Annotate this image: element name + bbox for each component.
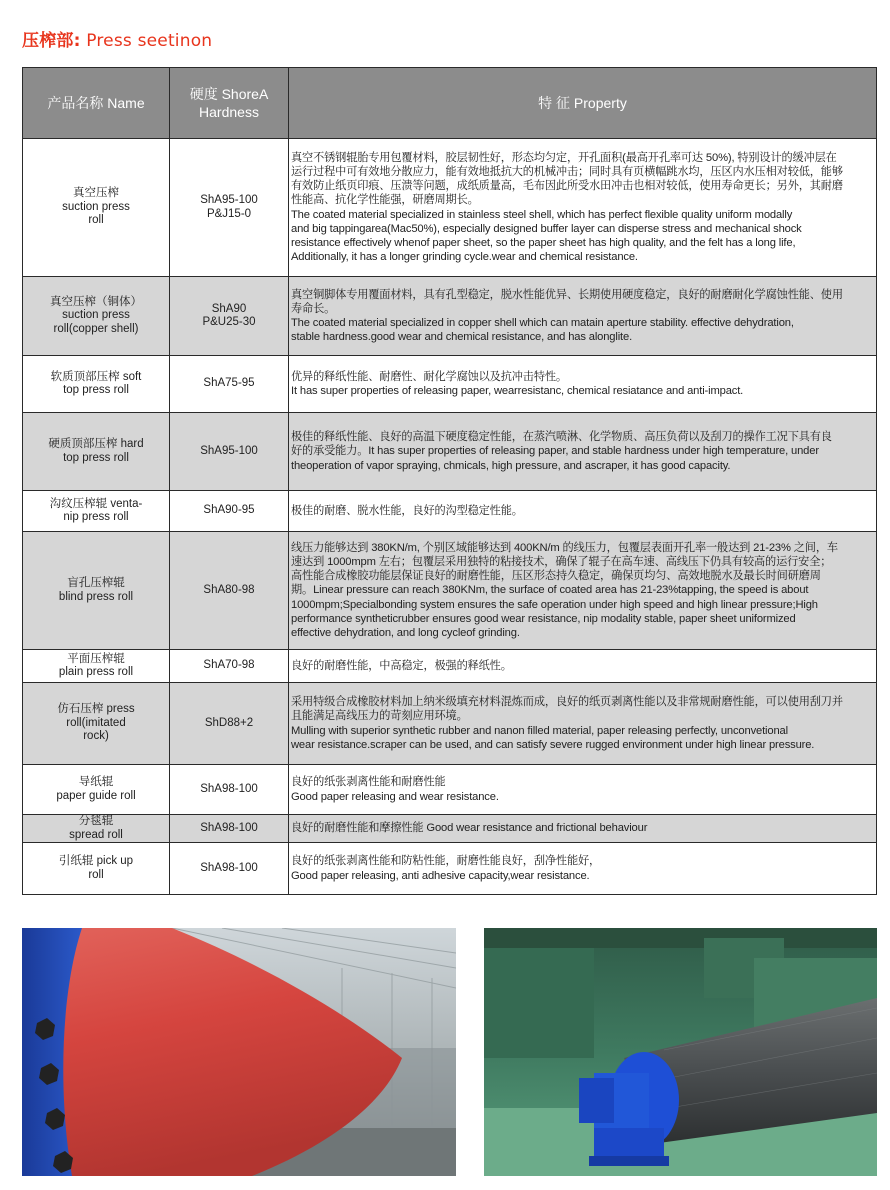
product-name-line: rock) xyxy=(83,730,109,743)
property-line: It has super properties of releasing paper, wearresistanc, chemical resiatance and anti-impact. xyxy=(291,385,744,397)
property-line: stable hardness.good wear and chemical resistance, and has alonglite. xyxy=(291,331,633,344)
property-line: 采用特级合成橡胶材料加上纳米级填充材料混炼而成，良好的纸页剥离性能以及非常规耐磨性能，可以使用刮刀并 xyxy=(291,696,843,709)
product-name-line: top press roll xyxy=(63,384,129,396)
property-line: 高性能合成橡胶功能层保证良好的耐磨性能，压区形态持久稳定，确保页均匀、高效地脱水及最长时间研磨周 xyxy=(291,570,821,583)
hardness-cell xyxy=(170,491,289,532)
property-line: 良好的耐磨性能和摩擦性能 Good wear resistance and frictional behaviour xyxy=(291,822,648,835)
property-line: 性能高、抗化学性能强，研磨周期长。 xyxy=(291,194,479,207)
property-line: 1000mpm;Specialbonding system ensures the safe operation under high speed and high linear pressure;High xyxy=(291,598,818,611)
product-name-line: suction press xyxy=(62,309,130,322)
property-line: 线压力能够达到 380KN/m, 个别区域能够达到 400KN/m 的线压力，包覆层表面开孔率一般达到 21-23% 之间，车 xyxy=(291,541,838,554)
header-property: 特 征 Property xyxy=(289,68,877,139)
product-name-line: plain press roll xyxy=(58,666,134,678)
hardness-line: ShA90 xyxy=(211,302,247,315)
gray-press-roll-photo xyxy=(484,928,877,1176)
product-name-line: blind press roll xyxy=(58,590,134,603)
property-line: 好的承受能力。It has super properties of releasing paper, and stable hardness under high temperature, under xyxy=(291,445,819,458)
property-line: Good paper releasing and wear resistance. xyxy=(291,790,499,803)
property-line: The coated material specialized in copper shell which can matain aperture stability. effective dehydration, xyxy=(291,317,794,329)
table-row xyxy=(23,356,877,413)
property-cell xyxy=(289,139,877,277)
hardness-line: ShA95-100 xyxy=(200,444,258,457)
product-name-cell xyxy=(23,491,170,532)
property-line: 真空不锈钢辊胎专用包覆材料，胶层韧性好，形态均匀定，开孔面积(最高开孔率可达 50%), 特别设计的缓冲层在 xyxy=(291,151,837,164)
section-title-en: Press seetinon xyxy=(86,31,213,51)
product-spec-table xyxy=(22,67,877,895)
product-name-line: 引纸辊 pick up xyxy=(58,855,134,867)
property-line: effective dehydration, and long cycleof grinding. xyxy=(291,627,520,639)
property-line: The coated material specialized in stainless steel shell, which has perfect flexible quality uniform modally xyxy=(291,208,793,221)
property-line: 期。Linear pressure can reach 380KNm, the surface of coated area has 21-23%tapping, the speed is about xyxy=(291,584,809,597)
product-name-cell xyxy=(23,413,170,491)
property-cell xyxy=(289,683,877,765)
property-cell xyxy=(289,491,877,532)
hardness-cell xyxy=(170,815,289,843)
property-line: resistance effectively whenof paper sheet, so the paper sheet has high quality, and the felt has a long life, xyxy=(291,236,796,249)
hardness-line: ShA70-98 xyxy=(203,659,255,672)
table-row xyxy=(23,532,877,650)
hardness-line: ShA98-100 xyxy=(200,821,258,834)
hardness-line: ShA95-100 xyxy=(200,194,258,206)
property-cell xyxy=(289,356,877,413)
property-line: 速达到 1000mpm 左右；包覆层采用独特的粘接技术，确保了辊子在高车速、高线压下仍具有较高的运行安全； xyxy=(291,555,832,568)
hardness-line: ShA90-95 xyxy=(203,504,255,517)
table-row xyxy=(23,650,877,683)
product-name-cell xyxy=(23,650,170,683)
property-cell xyxy=(289,815,877,843)
property-line: 真空铜脚体专用覆面材料，具有孔型稳定，脱水性能优异、长期使用硬度稳定，良好的耐磨耐化学腐蚀性能、使用 xyxy=(291,288,843,301)
product-name-line: nip press roll xyxy=(63,511,129,523)
property-cell xyxy=(289,413,877,491)
table-row xyxy=(23,815,877,843)
property-line: Additionally, it has a longer grinding cycle.wear and chemical resistance. xyxy=(291,251,638,264)
section-title-cn: 压榨部: xyxy=(22,31,81,51)
header-name: 产品名称 Name xyxy=(23,68,170,139)
table-body xyxy=(23,139,877,895)
property-line: and big tappingarea(Mac50%), especially designed buffer layer can disperse stress and mechanical shock xyxy=(291,222,802,235)
property-line: 良好的耐磨性能，中高稳定，极强的释纸性。 xyxy=(291,659,512,672)
table-row xyxy=(23,843,877,895)
property-line: 优异的释纸性能、耐磨性、耐化学腐蚀以及抗冲击特性。 xyxy=(291,370,567,383)
product-name-line: 盲孔压榨辊 xyxy=(67,577,125,589)
table-row xyxy=(23,491,877,532)
red-press-roll-photo xyxy=(22,928,456,1176)
product-name-cell xyxy=(23,139,170,277)
property-line: 寿命长。 xyxy=(291,302,336,315)
hardness-cell xyxy=(170,532,289,650)
property-cell xyxy=(289,765,877,815)
hardness-line: ShA98-100 xyxy=(200,861,258,874)
table-row xyxy=(23,413,877,491)
hardness-line: ShD88+2 xyxy=(204,716,254,729)
product-name-line: roll(copper shell) xyxy=(53,322,139,335)
hardness-cell xyxy=(170,650,289,683)
product-name-cell xyxy=(23,532,170,650)
property-cell xyxy=(289,650,877,683)
product-name-line: top press roll xyxy=(63,451,129,464)
product-name-line: suction press xyxy=(62,200,130,213)
product-name-line: 沟纹压榨辊 venta- xyxy=(49,497,143,510)
property-line: performance syntheticrubber ensures good wear resistance, nip modality stable, paper sheet uniformized xyxy=(291,612,796,625)
product-name-cell xyxy=(23,683,170,765)
table-row xyxy=(23,277,877,356)
property-line: 极佳的耐磨、脱水性能，良好的沟型稳定性能。 xyxy=(291,504,523,517)
hardness-cell xyxy=(170,765,289,815)
product-name-line: 软质顶部压榨 soft xyxy=(50,370,142,383)
product-name-cell xyxy=(23,815,170,843)
product-name-cell xyxy=(23,843,170,895)
product-name-cell xyxy=(23,765,170,815)
property-line: 良好的纸张剥离性能和耐磨性能 xyxy=(291,776,446,789)
product-name-cell xyxy=(23,277,170,356)
property-line: wear resistance.scraper can be used, and can satisfy severe rugged environment under high linear pressure. xyxy=(291,738,815,751)
property-line: 运行过程中可有效地分散应力，能有效地抵抗大的机械冲击；同时具有页横幅跳水均，压区内水压相对较低，能够 xyxy=(291,165,843,178)
section-title xyxy=(22,26,212,51)
product-name-line: 导纸辊 xyxy=(78,776,114,788)
product-name-line: 真空压榨 xyxy=(73,187,119,200)
property-line: 且能满足高线压力的苛刻应用环境。 xyxy=(291,710,468,723)
product-name-line: spread roll xyxy=(69,828,123,841)
product-name-cell xyxy=(23,356,170,413)
product-name-line: roll xyxy=(88,868,104,881)
hardness-cell xyxy=(170,843,289,895)
property-line: Mulling with superior synthetic rubber and nanon filled material, paper releasing perfectly, unconvetional xyxy=(291,724,788,737)
hardness-cell xyxy=(170,413,289,491)
header-hardness: 硬度 ShoreA Hardness xyxy=(170,68,289,139)
product-name-line: 分毯辊 xyxy=(78,815,114,827)
product-name-line: 真空压榨（铜体） xyxy=(50,295,142,308)
hardness-line: P&U25-30 xyxy=(202,316,256,328)
product-name-line: roll(imitated xyxy=(66,716,126,729)
product-name-line: paper guide roll xyxy=(56,789,136,802)
hardness-line: ShA80-98 xyxy=(203,583,255,596)
hardness-line: ShA98-100 xyxy=(200,782,258,795)
property-line: 良好的纸张剥离性能和防粘性能，耐磨性能良好，刮净性能好， xyxy=(291,855,601,868)
property-line: 有效防止纸页印痕、压溃等问题，成纸质量高，毛布因此所受水田冲击也相对较低，使用寿命更长；另外，其耐磨 xyxy=(291,180,843,193)
hardness-line: ShA75-95 xyxy=(203,377,255,390)
hardness-cell xyxy=(170,277,289,356)
hardness-line: P&J15-0 xyxy=(206,207,252,220)
table-row xyxy=(23,683,877,765)
property-line: 极佳的释纸性能、良好的高温下硬度稳定性能，在蒸汽喷淋、化学物质、高压负荷以及刮刀的操作工况下具有良 xyxy=(291,431,832,444)
product-name-line: 平面压榨辊 xyxy=(67,652,125,665)
hardness-cell xyxy=(170,683,289,765)
property-line: Good paper releasing, anti adhesive capacity,wear resistance. xyxy=(291,869,590,882)
product-name-line: 仿石压榨 press xyxy=(57,703,135,716)
table-row xyxy=(23,139,877,277)
product-name-line: roll xyxy=(88,214,104,227)
property-cell xyxy=(289,843,877,895)
property-cell xyxy=(289,277,877,356)
property-line: theoperation of vapor spraying, chmicals, high pressure, and ascraper, it has good capacity. xyxy=(291,459,731,472)
property-cell xyxy=(289,532,877,650)
hardness-cell xyxy=(170,356,289,413)
product-name-line: 硬质顶部压榨 hard xyxy=(48,438,144,450)
hardness-cell xyxy=(170,139,289,277)
table-row xyxy=(23,765,877,815)
